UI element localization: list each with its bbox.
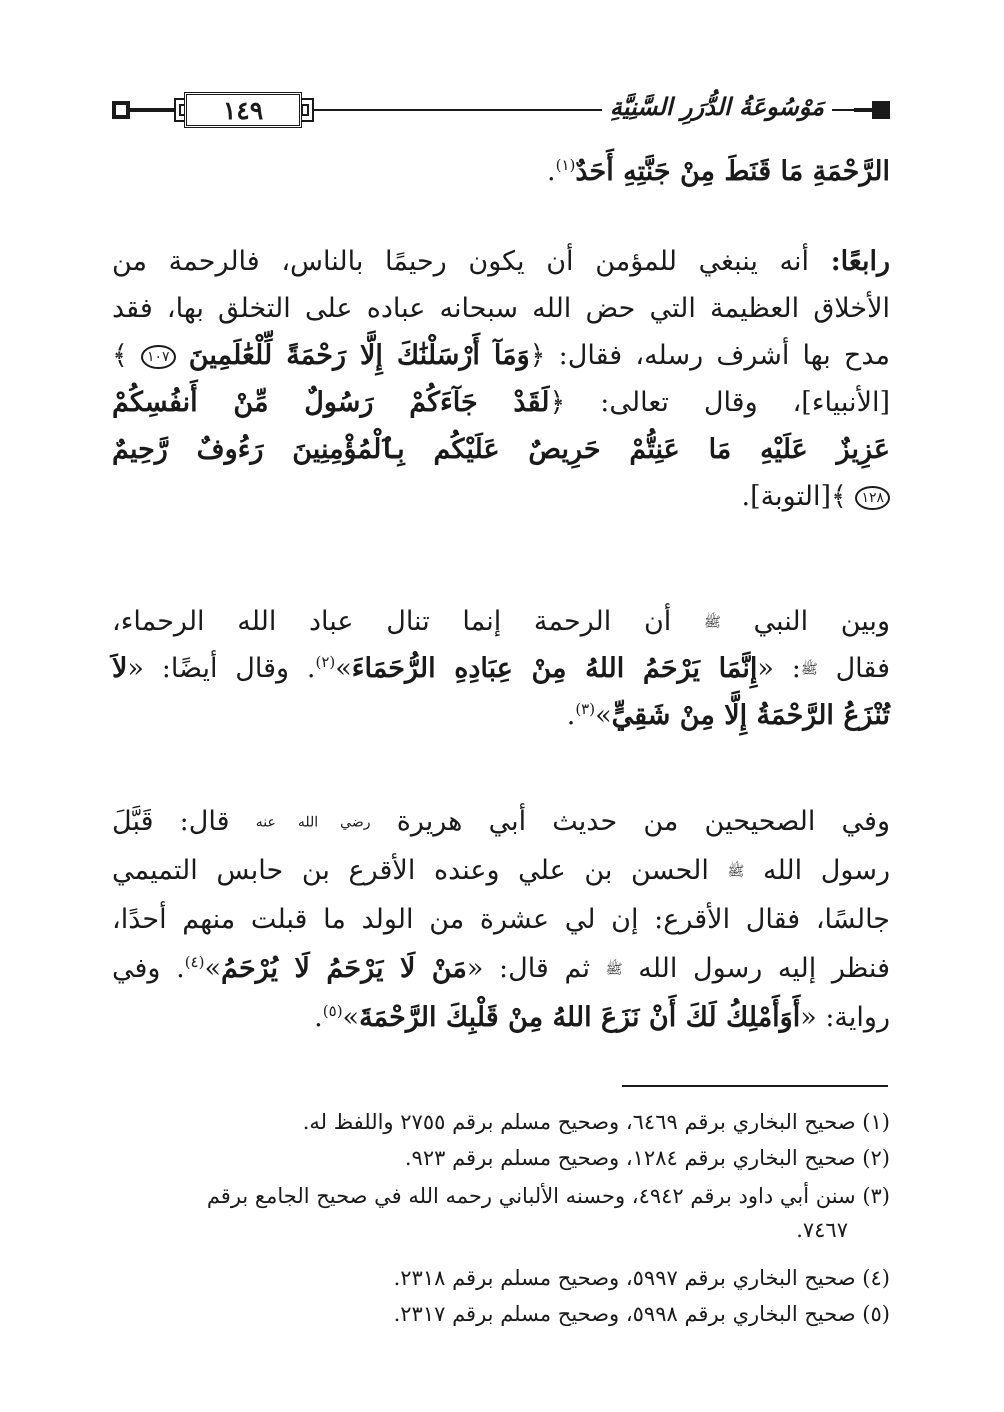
page-number: ١٤٩ <box>184 92 302 128</box>
paragraph-3-line-4 <box>112 947 890 992</box>
text: وبين النبي <box>753 606 890 637</box>
surah-ref: ﴾[التوبة]. <box>741 481 847 512</box>
text: الحسن بن علي وعنده الأقرع بن حابس التميمي <box>112 855 709 886</box>
hadith-text: إِنَّمَا يَرْحَمُ اللهُ مِنْ عِبَادِهِ الرُّحَمَاءَ <box>351 653 758 684</box>
paragraph-1-line-3 <box>112 334 890 378</box>
paragraph-2-line-3 <box>112 694 890 738</box>
text: فنظر إليه رسول الله <box>638 953 890 984</box>
quran-verse: وَمَآ أَرْسَلْنَٰكَ إِلَّا رَحْمَةً لِّلْعَٰلَمِينَ <box>188 340 530 371</box>
paragraph-1-line-6 <box>112 475 890 519</box>
footnote-ref[interactable]: (٥) <box>322 1002 343 1020</box>
footnote-ref[interactable]: (٢) <box>315 653 336 671</box>
punctuation: . <box>314 1002 323 1033</box>
text: [الأنبياء]، وقال تعالى: ﴿ <box>549 387 890 418</box>
text: . وفي <box>112 953 185 984</box>
continuation-line <box>112 150 890 194</box>
honorific: ﷺ <box>605 961 623 978</box>
honorific: رضي الله عنه <box>255 814 371 831</box>
footnote-3-continued: ٧٤٦٧. <box>796 1218 848 1242</box>
quran-verse: لَقَدْ جَآءَكُمْ رَسُولٌ مِّنْ أَنفُسِكُمْ <box>112 387 550 418</box>
footnote-ref[interactable]: (٣) <box>575 700 596 718</box>
footnote-5: (٥) صحيح البخاري برقم ٥٩٩٨، وصحيح مسلم برقم ٢٣١٧. <box>393 1302 890 1326</box>
footnote-2: (٢) صحيح البخاري برقم ١٢٨٤، وصحيح مسلم برقم ٩٢٣. <box>404 1146 890 1170</box>
footnote-separator <box>622 1085 888 1087</box>
text: رسول الله <box>763 855 891 886</box>
ayah-number: ١٠٧ <box>141 345 176 369</box>
footnote-4: (٤) صحيح البخاري برقم ٥٩٩٧، وصحيح مسلم برقم ٢٣١٨. <box>393 1266 890 1290</box>
quran-verse: عَزِيزٌ عَلَيْهِ مَا عَنِتُّمْ حَرِيصٌ عَلَيْكُم بِٱلْمُؤْمِنِينَ رَءُوفٌ رَّحِيمٌ <box>112 434 890 465</box>
footnote-ref[interactable]: (١) <box>555 156 576 174</box>
text: قال: قَبَّلَ <box>112 806 230 837</box>
text: مدح بها أشرف رسله، فقال: ﴿ <box>529 340 890 371</box>
page-header <box>112 92 890 132</box>
ayah-number: ١٢٨ <box>855 486 890 510</box>
honorific: ﷺ <box>727 863 745 880</box>
hadith-text: تُنْزَعُ الرَّحْمَةُ إِلَّا مِنْ شَقِيٍّ <box>611 700 890 731</box>
bracket: ﴾ <box>112 340 128 371</box>
paragraph-3-line-1 <box>112 800 890 845</box>
text: وفي الصحيحين من حديث أبي هريرة <box>396 806 890 837</box>
text: الأخلاق العظيمة التي حض الله سبحانه عباده على التخلق بها، فقد <box>112 293 890 324</box>
text: : « <box>757 653 801 684</box>
text: أنه ينبغي للمؤمن أن يكون رحيمًا بالناس، فالرحمة من <box>112 246 810 277</box>
paragraph-1-line-2 <box>112 287 890 331</box>
text: . وقال أيضًا: « <box>127 653 316 684</box>
paragraph-2-line-2 <box>112 647 890 692</box>
quote-mark: » <box>335 653 352 684</box>
text: أن الرحمة إنما تنال عباد الله الرحماء، <box>112 606 672 637</box>
section-lead: رابعًا: <box>830 246 890 277</box>
hadith-text: أَوَأَمْلِكُ لَكَ أَنْ نَزَعَ اللهُ مِنْ قَلْبِكَ الرَّحْمَةَ <box>359 1002 801 1033</box>
hadith-text: لاَ <box>112 653 128 684</box>
punctuation: . <box>566 700 576 731</box>
text: ثم قال: « <box>466 953 590 984</box>
quote-mark: » <box>204 953 221 984</box>
paragraph-1-line-5 <box>112 428 890 472</box>
paragraph-3-line-2 <box>112 849 890 894</box>
hollow-square-ornament <box>112 101 130 119</box>
footnote-1: (١) صحيح البخاري برقم ٦٤٦٩، وصحيح مسلم برقم ٢٧٥٥ واللفظ له. <box>302 1110 890 1134</box>
quote-mark: » <box>342 1002 360 1033</box>
paragraph-3-line-5 <box>112 996 890 1040</box>
quote-mark: » <box>595 700 612 731</box>
hadith-text: الرَّحْمَةِ مَا قَنَطَ مِنْ جَنَّتِهِ أَحَدٌ <box>575 156 890 187</box>
footnote-ref[interactable]: (٤) <box>184 953 205 971</box>
paragraph-3-line-3 <box>112 898 890 942</box>
text: جالسًا، فقال الأقرع: إن لي عشرة من الولد ما قبلت منهم أحدًا، <box>112 904 890 935</box>
header-rule-right <box>854 108 872 112</box>
hadith-text: مَنْ لَا يَرْحَمُ لَا يُرْحَمُ <box>221 953 467 984</box>
text: رواية: « <box>800 1002 890 1033</box>
paragraph-2-line-1 <box>112 600 890 645</box>
honorific: ﷺ <box>800 661 818 678</box>
paragraph-1-line-1 <box>112 240 890 284</box>
paragraph-1-line-4 <box>112 381 890 425</box>
text: فقال <box>835 653 890 684</box>
solid-square-ornament <box>872 101 890 119</box>
book-title: مَوْسُوعَةُ الدُّرَرِ السَّنِيَّةِ <box>602 88 832 126</box>
footnote-3: (٣) سنن أبي داود برقم ٤٩٤٢، وحسنه الألباني رحمه الله في صحيح الجامع برقم <box>206 1184 890 1208</box>
honorific: ﷺ <box>703 614 721 631</box>
punctuation: . <box>547 156 556 187</box>
